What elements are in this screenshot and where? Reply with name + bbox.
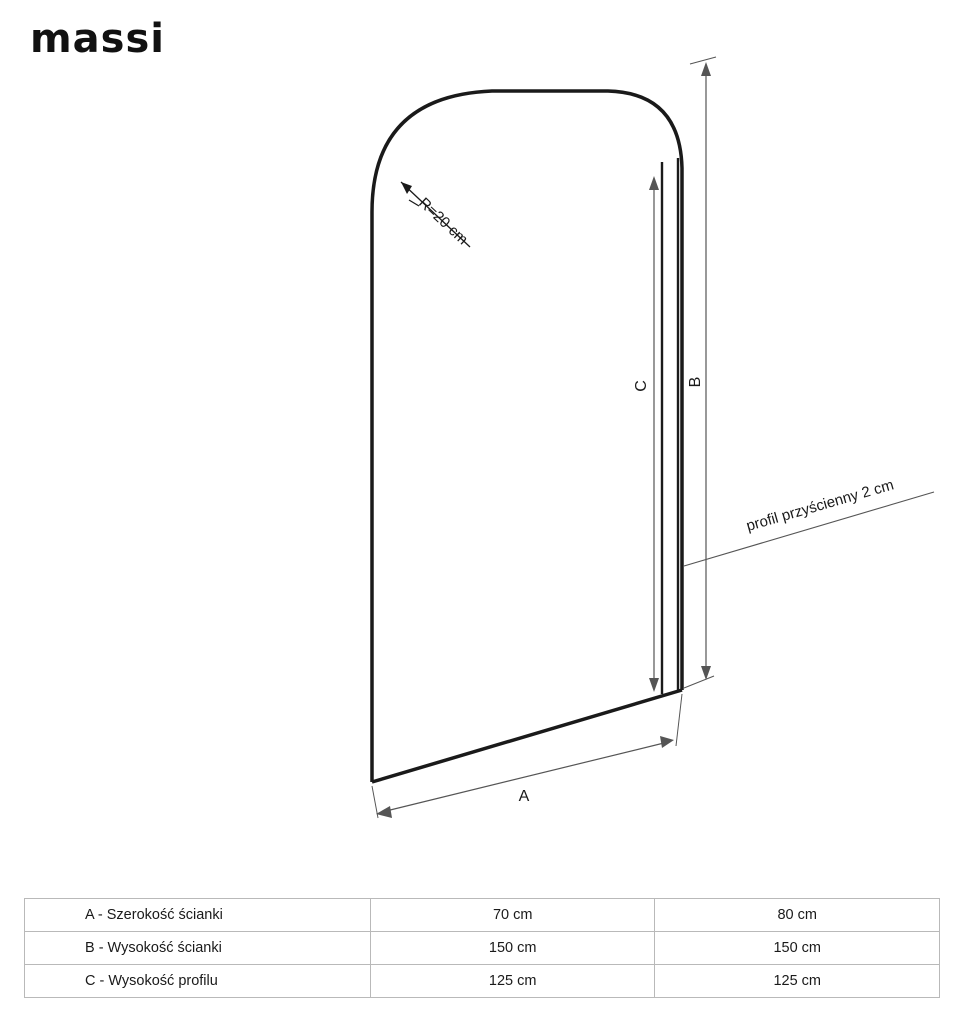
table-row <box>25 932 940 965</box>
dimension-a-label: A <box>518 788 530 805</box>
panel-outline <box>372 62 700 782</box>
dimension-b <box>684 57 716 688</box>
row-value-variant-1: 70 cm <box>370 899 655 932</box>
dimension-b-label: B <box>687 376 704 388</box>
row-value-variant-2: 125 cm <box>655 965 940 998</box>
row-value-variant-2: 150 cm <box>655 932 940 965</box>
radius-label: R=20 cm <box>415 194 472 249</box>
wall-profile <box>662 158 678 694</box>
dimensions-table <box>24 898 940 998</box>
row-label: B - Wysokość ścianki <box>25 932 371 965</box>
row-value-variant-2: 80 cm <box>655 899 940 932</box>
table-row <box>25 899 940 932</box>
row-label: C - Wysokość profilu <box>25 965 371 998</box>
row-value-variant-1: 150 cm <box>370 932 655 965</box>
radius-annotation <box>401 182 471 248</box>
row-value-variant-1: 125 cm <box>370 965 655 998</box>
row-label: A - Szerokość ścianki <box>25 899 371 932</box>
profile-annotation <box>684 476 934 566</box>
profile-label: profil przyścienny 2 cm <box>744 476 896 535</box>
dimension-c-label: C <box>633 380 650 392</box>
table-row <box>25 965 940 998</box>
dimension-a <box>372 694 682 818</box>
dimension-c <box>633 176 659 692</box>
brand-logo: massi <box>30 16 165 62</box>
